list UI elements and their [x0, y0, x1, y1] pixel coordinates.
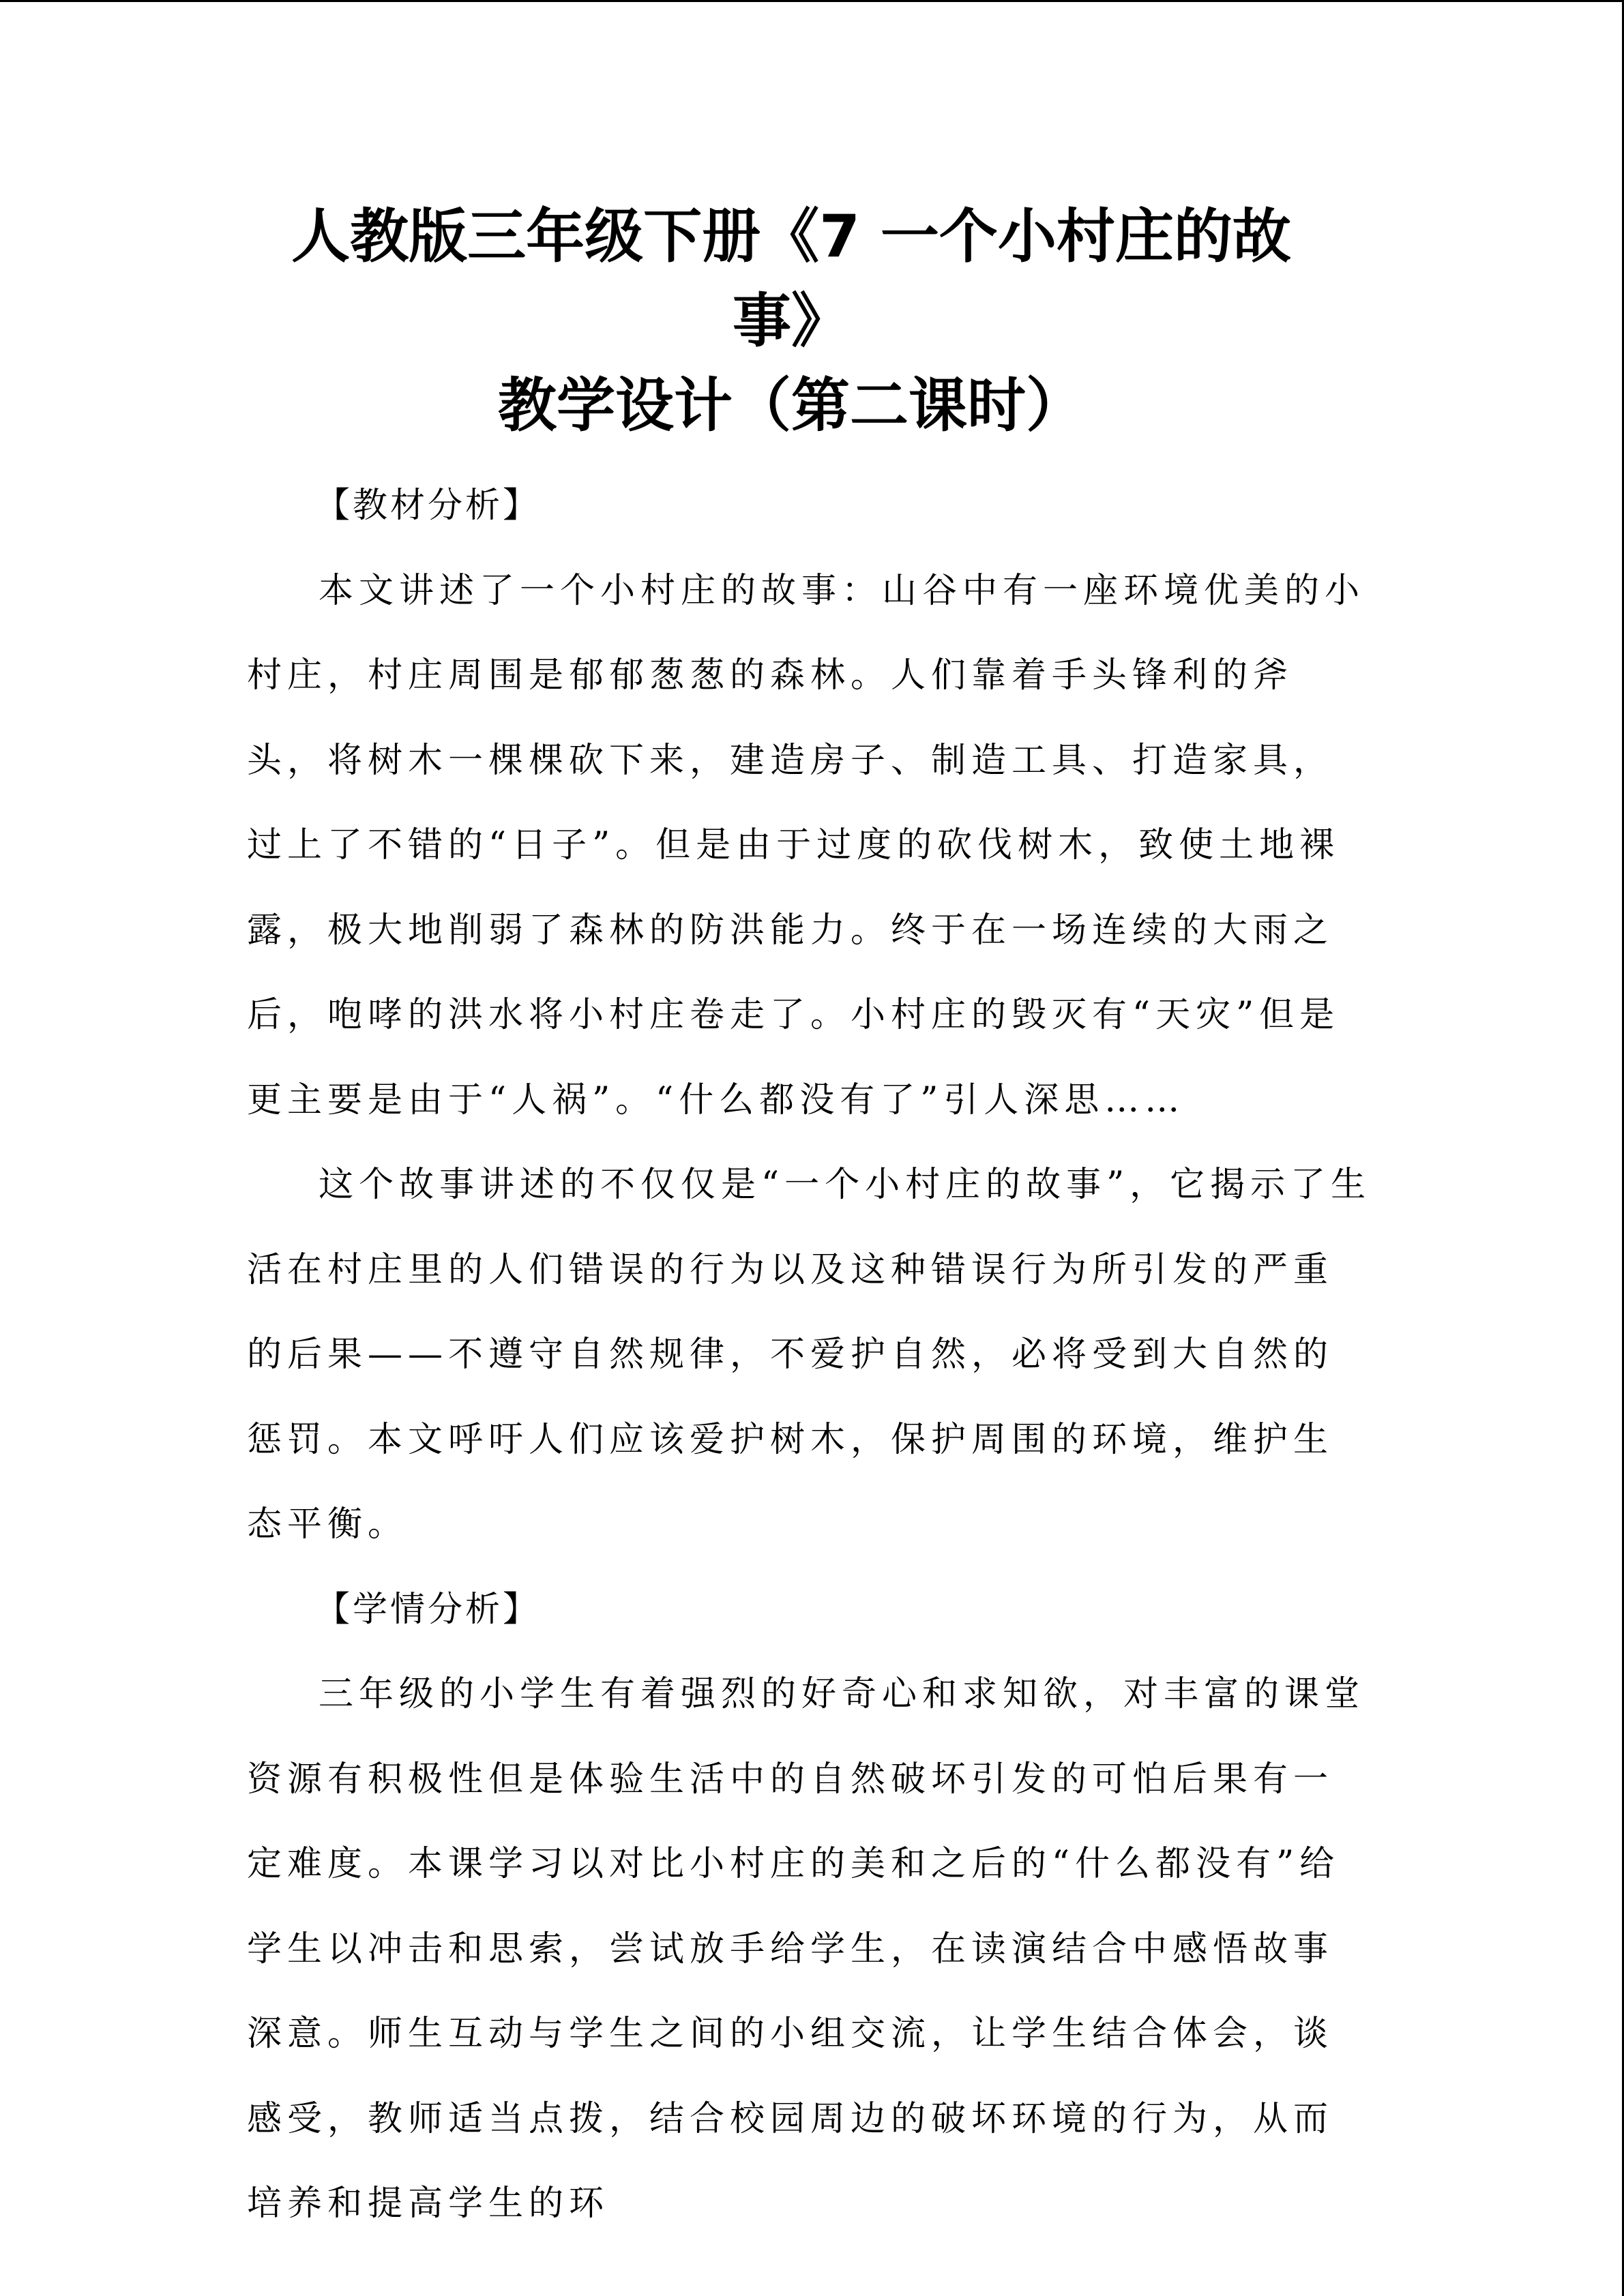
document-body [247, 464, 1372, 2247]
document-title [246, 194, 1337, 448]
section-heading-textbook-analysis: 【教材分析】 [315, 486, 541, 526]
title-line-3: 教学设计（第二课时） [498, 372, 1084, 440]
title-line-2: 事》 [733, 287, 850, 355]
paragraph-student-analysis-1: 三年级的小学生有着强烈的好奇心和求知欲，对丰富的课堂资源有积极性但是体验生活中的自然破坏引发的可怕后果有一定难度。本课学习以对比小村庄的美和之后的“什么都没有”给学生以冲击和思索，尝试放手给学生，在读演结合中感悟故事深意。师生互动与学生之间的小组交流，让学生结合体会，谈感受，教师适当点拨，结合校园周边的破坏环境的行为，从而培养和提高学生的环 [247, 1674, 1365, 2224]
paragraph-textbook-analysis-2: 这个故事讲述的不仅仅是“一个小村庄的故事”，它揭示了生活在村庄里的人们错误的行为以及这种错误行为所引发的严重的后果——不遵守自然规律，不爱护自然，必将受到大自然的惩罚。本文呼吁人们应该爱护树木，保护周围的环境，维护生态平衡。 [247, 1165, 1372, 1545]
section-heading-student-analysis: 【学情分析】 [315, 1589, 541, 1630]
paragraph-textbook-analysis-1: 本文讲述了一个小村庄的故事：山谷中有一座环境优美的小村庄，村庄周围是郁郁葱葱的森林。人们靠着手头锋利的斧头，将树木一棵棵砍下来，建造房子、制造工具、打造家具，过上了不错的“日子”。但是由于过度的砍伐树木，致使土地裸露，极大地削弱了森林的防洪能力。终于在一场连续的大雨之后，咆哮的洪水将小村庄卷走了。小村庄的毁灭有“天灾”但是更主要是由于“人祸”。“什么都没有了”引人深思…… [247, 570, 1365, 1120]
page-border-top [0, 0, 1624, 2]
title-line-1: 人教版三年级下册《7 一个小村庄的故 [291, 203, 1291, 271]
